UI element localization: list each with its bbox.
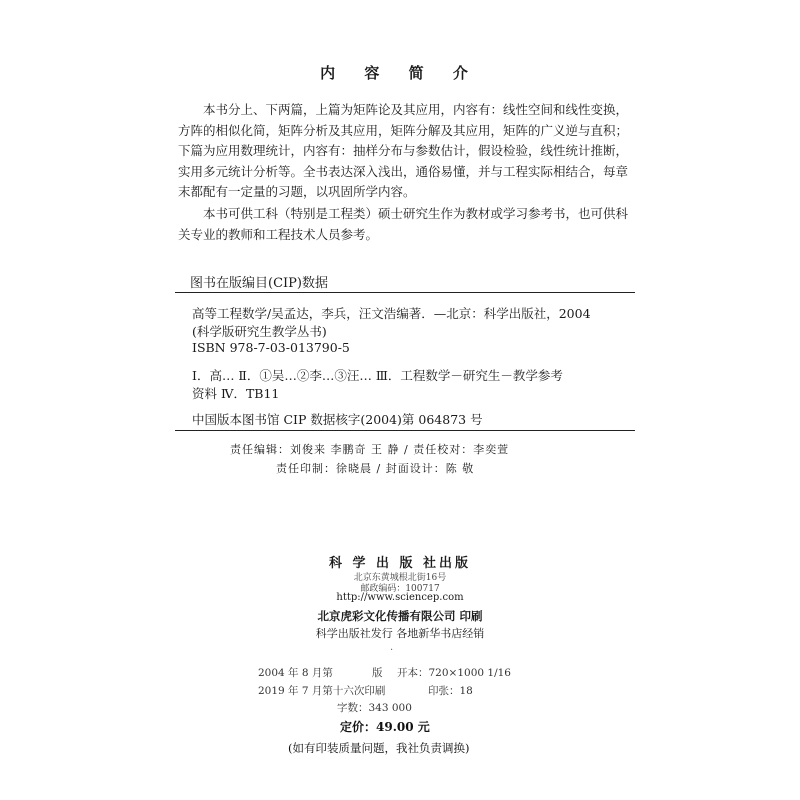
cip-record-number: 中国版本图书馆 CIP 数据核字(2004)第 064873 号 xyxy=(192,412,483,427)
print-date: 2019 年 7 月第十六次印刷 xyxy=(258,685,386,697)
cip-isbn: ISBN 978-7-03-013790-5 xyxy=(192,340,350,355)
publisher-name: 科 学 出 版 社出版 xyxy=(328,556,472,571)
intro-text-2: 本书可供工科（特别是工程类）硕士研究生作为教材或学习参考书，也可供科关专业的教师和工程技术人员参考。 xyxy=(178,206,629,242)
intro-paragraph-1 xyxy=(178,100,628,203)
publisher-website: http://www.sciencep.com xyxy=(336,592,464,603)
staff-editors: 责任编辑：刘俊来 李鹏奇 王 静 / 责任校对：李奕萱 xyxy=(230,443,510,456)
intro-text-1: 本书分上、下两篇，上篇为矩阵论及其应用，内容有：线性空间和线性变换，方阵的相似化简，矩阵分析及其应用，矩阵分解及其应用，矩阵的广义逆与直积；下篇为应用数理统计，内容有：抽样分布与参数估计，假设检验，线性统计推断，实用多元统计分析等。全书表达深入浅出，通俗易懂，并与工程实际相结合，每章末都配有一定量的习题，以巩固所学内容。 xyxy=(178,102,629,199)
cip-line-4: Ⅰ．高… Ⅱ．①吴…②李…③汪… Ⅲ．工程数学－研究生－教学参考 xyxy=(192,368,563,383)
book-price: 定价：49.00 元 xyxy=(340,720,430,734)
edition-label: 版 xyxy=(372,667,383,679)
cip-heading: 图书在版编目(CIP)数据 xyxy=(190,276,328,291)
separator-dot: · xyxy=(390,645,394,656)
cip-line-2: (科学版研究生教学丛书) xyxy=(192,324,327,339)
book-format: 开本：720×1000 1/16 xyxy=(397,667,511,679)
edition-date: 2004 年 8 月第 xyxy=(258,667,333,679)
distribution-note: 科学出版社发行 各地新华书店经销 xyxy=(315,627,485,640)
publisher-address: 北京东黄城根北街16号 xyxy=(353,573,447,583)
quality-notice: (如有印装质量问题，我社负责调换) xyxy=(288,741,470,755)
publisher-postcode: 邮政编码：100717 xyxy=(360,584,440,594)
cip-top-rule xyxy=(175,292,635,293)
cip-line-1: 高等工程数学/吴孟达，李兵，汪文浩编著．—北京：科学出版社，2004 xyxy=(192,306,591,321)
cip-line-5: 资料 Ⅳ．TB11 xyxy=(192,386,280,401)
staff-printing-design: 责任印制：徐晓晨 / 封面设计：陈 敬 xyxy=(276,462,475,475)
printer-name: 北京虎彩文化传播有限公司 印刷 xyxy=(317,609,483,623)
intro-paragraph-2 xyxy=(178,204,628,245)
print-sheets: 印张：18 xyxy=(428,685,473,697)
page-title: 内 容 简 介 xyxy=(320,64,480,82)
word-count: 字数：343 000 xyxy=(337,702,412,714)
cip-bottom-rule xyxy=(175,430,635,431)
